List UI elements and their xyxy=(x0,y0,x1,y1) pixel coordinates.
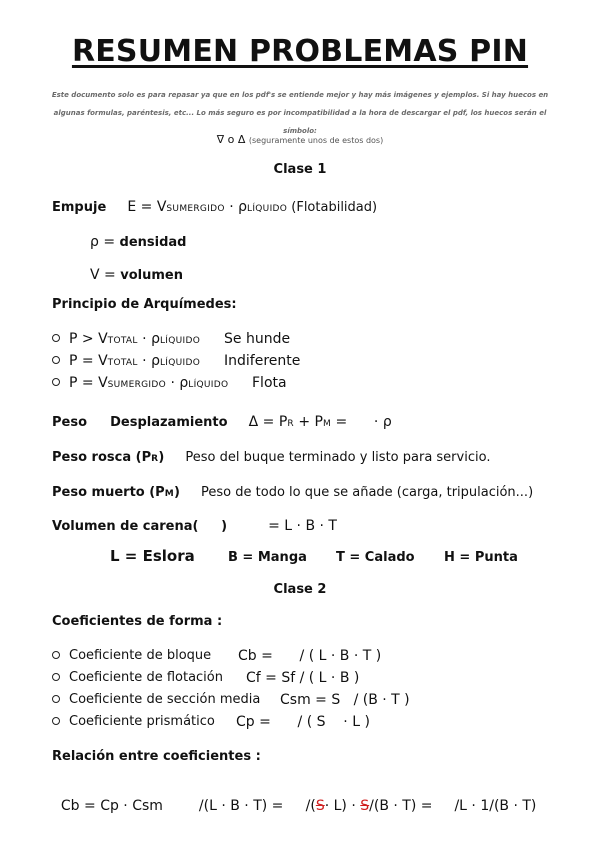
peso-label: Peso xyxy=(52,415,88,430)
bullet-icon xyxy=(52,695,60,703)
relacion-part4: /(B · T) = xyxy=(369,798,433,814)
coef-name: Coeficiente de flotación xyxy=(69,670,223,685)
intro-note: Este documento solo es para repasar ya que en los pdf's se entiende mejor y hay más imágenes y ejemplos. Si hay huecos en algunas formulas, paréntesis, etc... Lo más seguro es por incompatibilidad a la hora de descargar el pdf, los huecos serán el símbolo: xyxy=(51,91,549,135)
bullet-icon xyxy=(52,378,60,386)
rho-symbol: ρ = xyxy=(90,234,120,250)
empuje-row xyxy=(52,196,377,215)
rho-row xyxy=(90,231,187,250)
peso-sub-a: R xyxy=(287,419,294,429)
relacion-formula xyxy=(52,782,536,814)
coef-formula: Csm = S / (B · T ) xyxy=(280,692,410,708)
empuje-sub1: SUMERGIDO xyxy=(166,204,225,214)
muerto-sub: M xyxy=(164,489,174,499)
peso-formula-c: = · ρ xyxy=(331,414,392,430)
carena-label: Volumen de carena( ) xyxy=(52,519,228,534)
bullet-icon xyxy=(52,356,60,364)
relacion-part5: /L · 1/(B · T) xyxy=(454,798,537,814)
empuje-label: Empuje xyxy=(52,200,107,215)
relacion-label: Relación entre coeficientes : xyxy=(52,749,261,764)
item-sub2: LÍQUIDO xyxy=(159,336,201,346)
coef-formula: Cp = / ( S · L ) xyxy=(236,714,370,730)
abbr-punta: H = Punta xyxy=(444,550,518,565)
coef-formula: Cb = / ( L · B · T ) xyxy=(238,648,382,664)
item-sub2: LÍQUIDO xyxy=(159,358,201,368)
coef-name: Coeficiente prismático xyxy=(69,714,215,729)
peso-formula-b: + P xyxy=(293,414,323,430)
relacion-part2: /(L · B · T) = /( xyxy=(198,798,316,814)
rosca-row xyxy=(52,446,490,465)
item-dot: · ρ xyxy=(166,375,189,391)
empuje-dot: · ρ xyxy=(224,199,248,215)
rosca-sub: R xyxy=(151,454,159,464)
bullet-icon xyxy=(52,717,60,725)
coef-label: Coeficientes de forma : xyxy=(52,614,223,629)
empuje-sub2: LÍQUIDO xyxy=(247,204,288,214)
abbr-eslora: L = Eslora xyxy=(110,547,195,565)
document-title: RESUMEN PROBLEMAS PIN xyxy=(71,34,529,69)
item-result: Se hunde xyxy=(224,331,291,347)
coef-item xyxy=(52,714,370,730)
section-clase-1: Clase 1 xyxy=(273,162,327,177)
symbol-paren: (seguramente unos de estos dos) xyxy=(248,136,384,145)
item-result: Indiferente xyxy=(224,353,301,369)
muerto-row xyxy=(52,481,533,500)
peso-formula-a: Δ = P xyxy=(248,414,288,430)
empuje-lhs: E = V xyxy=(127,199,167,215)
relacion-part1: Cb = Cp · Csm xyxy=(60,798,163,814)
item-sub1: SUMERGIDO xyxy=(107,380,167,390)
coef-name: Coeficiente de bloque xyxy=(69,648,212,663)
rosca-label: Peso rosca (P xyxy=(52,450,152,465)
item-sub1: TOTAL xyxy=(107,358,138,368)
item-lhs: P > V xyxy=(69,331,108,347)
symbol-line xyxy=(0,133,600,146)
item-result: Flota xyxy=(252,375,287,391)
coef-item xyxy=(52,670,360,686)
arquimedes-label: Principio de Arquímedes: xyxy=(52,297,237,312)
rosca-close: ) xyxy=(158,450,165,465)
coef-item xyxy=(52,648,382,664)
coef-formula: Cf = Sf / ( L · B ) xyxy=(246,670,360,686)
abbr-calado: T = Calado xyxy=(336,550,415,565)
bullet-icon xyxy=(52,334,60,342)
muerto-desc: Peso de todo lo que se añade (carga, tripulación...) xyxy=(201,485,534,500)
vol-symbol: V = xyxy=(90,267,121,283)
arquimedes-item xyxy=(52,353,301,369)
section-clase-2: Clase 2 xyxy=(273,582,327,597)
muerto-close: ) xyxy=(173,485,180,500)
coef-item xyxy=(52,692,410,708)
rho-word: densidad xyxy=(119,235,187,250)
item-dot: · ρ xyxy=(137,353,160,369)
arquimedes-item xyxy=(52,375,287,391)
arquimedes-item xyxy=(52,331,291,347)
desplazamiento-label: Desplazamiento xyxy=(110,415,228,430)
peso-sub-b: M xyxy=(322,419,332,429)
item-sub2: LÍQUIDO xyxy=(188,380,229,390)
item-lhs: P = V xyxy=(69,375,108,391)
vol-word: volumen xyxy=(120,268,183,283)
abbr-manga: B = Manga xyxy=(228,550,307,565)
coef-name: Coeficiente de sección media xyxy=(69,692,261,707)
symbol-glyphs: ∇ o Δ xyxy=(216,133,246,146)
item-dot: · ρ xyxy=(137,331,160,347)
item-lhs: P = V xyxy=(69,353,108,369)
item-sub1: TOTAL xyxy=(107,336,138,346)
relacion-part3: · L) · xyxy=(324,798,361,814)
carena-formula: = L · B · T xyxy=(268,518,337,534)
peso-row xyxy=(52,411,392,430)
bullet-icon xyxy=(52,673,60,681)
carena-row xyxy=(52,515,337,534)
muerto-label: Peso muerto (P xyxy=(52,485,165,500)
relacion-strike-2: S xyxy=(360,798,370,814)
rosca-desc: Peso del buque terminado y listo para servicio. xyxy=(185,450,491,465)
bullet-icon xyxy=(52,651,60,659)
vol-row xyxy=(90,264,183,283)
relacion-strike-1: S xyxy=(315,798,325,814)
empuje-tail: (Flotabilidad) xyxy=(287,200,378,215)
